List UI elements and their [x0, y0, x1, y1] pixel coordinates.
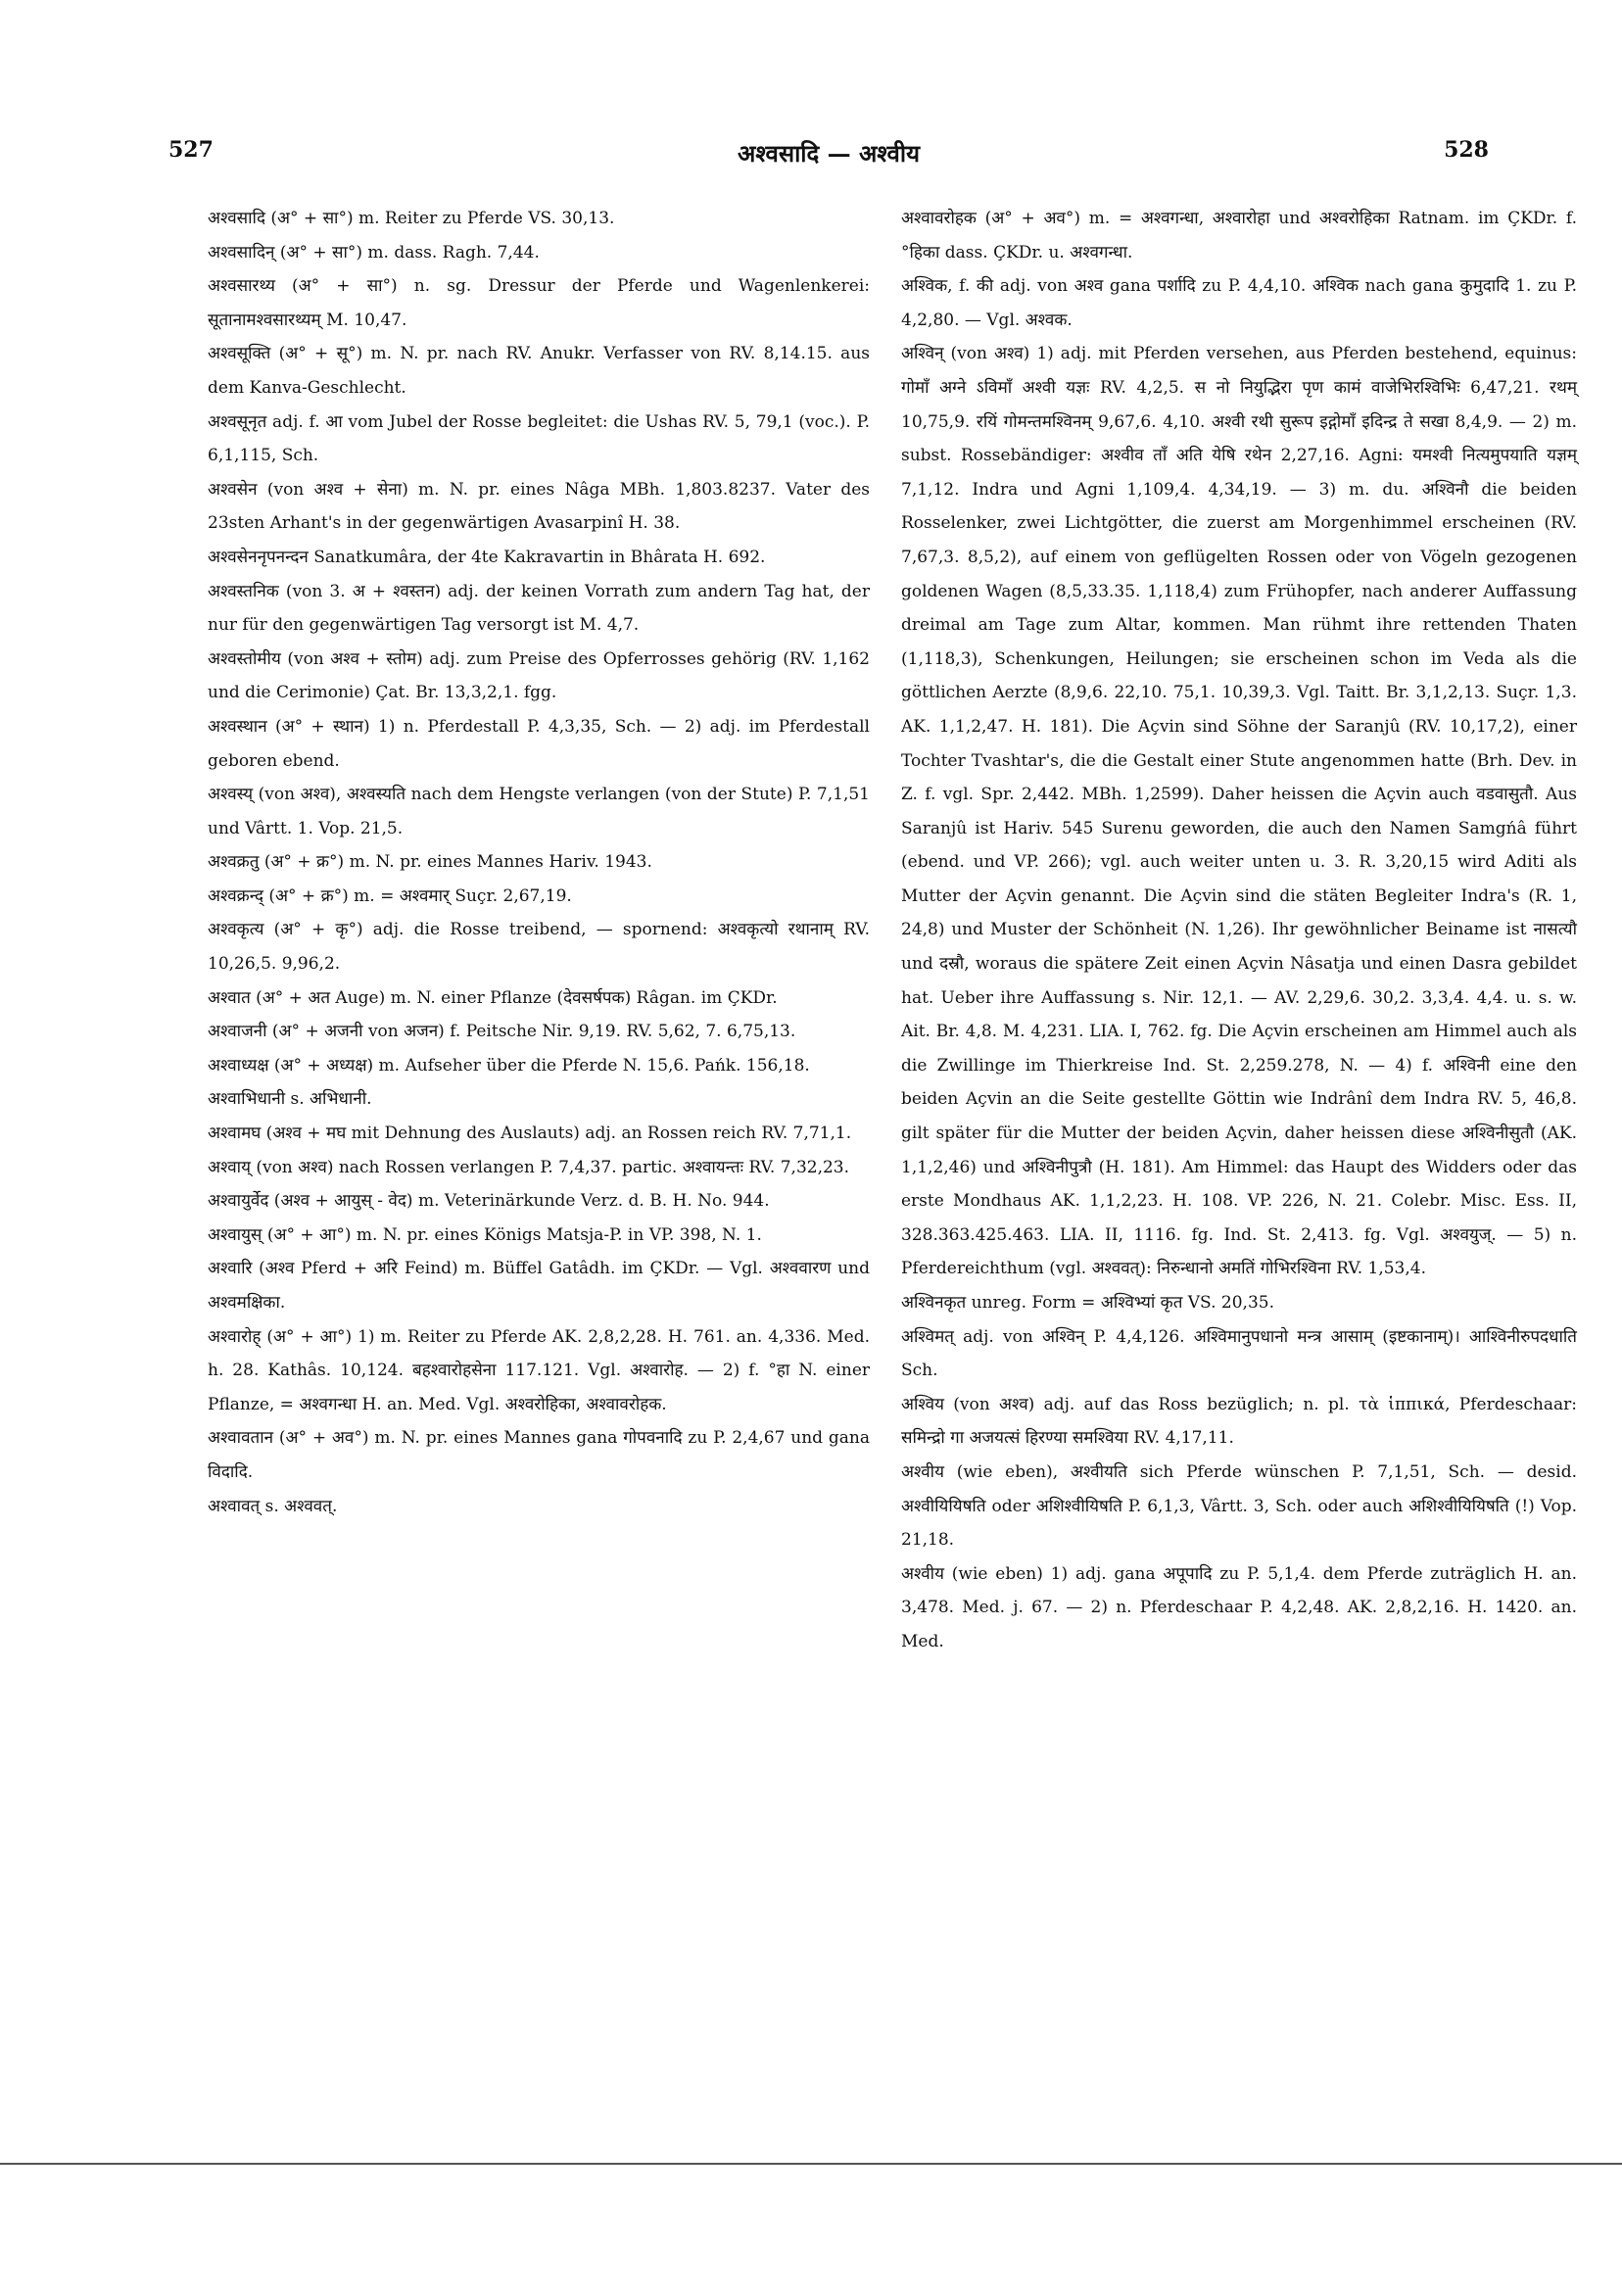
dictionary-entry: अश्वारि (अश्व Pferd + अरि Feind) m. Büffel Gatâdh. im ÇKDr. — Vgl. अश्ववारण und अश्वमक्षिका.	[208, 1259, 870, 1313]
dictionary-entry: अश्वावरोहक (अ° + अव°) m. = अश्वगन्धा, अश्वारोहा und अश्वरोहिका Ratnam. im ÇKDr. f. °हिका dass. ÇKDr. u. अश्वगन्धा.	[901, 209, 1577, 263]
dictionary-entry: अश्वीय (wie eben), अश्वीयति sich Pferde wünschen P. 7,1,51, Sch. — desid. अश्वीयियिषति oder अशिश्वीयिषति P. 6,1,3, Vârtt. 3, Sch. oder auch अशिश्वीयियिषति (!) Vop. 21,18.	[901, 1461, 1577, 1551]
dictionary-entry: अश्वामघ (अश्व + मघ mit Dehnung des Auslauts) adj. an Rossen reich RV. 7,71,1.	[208, 1124, 852, 1144]
dictionary-entry: अश्वाय् (von अश्व) nach Rossen verlangen P. 7,4,37. partic. अश्वायन्तः RV. 7,32,23.	[208, 1157, 850, 1177]
dictionary-entry: अश्वावत् s. अश्ववत्.	[208, 1496, 338, 1516]
dictionary-entry: अश्वसूक्ति (अ° + सू°) m. N. pr. nach RV. Anukr. Verfasser von RV. 8,14.15. aus dem Kanva-Geschlecht.	[208, 344, 870, 398]
right-column	[901, 202, 1577, 1659]
dictionary-entry: अश्विक, f. की adj. von अश्व gana पर्शादि zu P. 4,4,10. अश्विक nach gana कुमुदादि 1. zu P. 4,2,80. — Vgl. अश्वक.	[901, 276, 1577, 330]
dictionary-entry: अश्वसेननृपनन्दन Sanatkumâra, der 4te Kakravartin in Bhârata H. 692.	[208, 547, 766, 567]
dictionary-entry: अश्वसादि (अ° + सा°) m. Reiter zu Pferde VS. 30,13.	[208, 209, 615, 228]
dictionary-entry: अश्वसेन (von अश्व + सेना) m. N. pr. eines Nâga MBh. 1,803.8237. Vater des 23sten Arhant's in der gegenwärtigen Avasarpinî H. 38.	[208, 479, 870, 534]
dictionary-entry: अश्वायुर्वेद (अश्व + आयुस् - वेद) m. Veterinärkunde Verz. d. B. H. No. 944.	[208, 1191, 770, 1212]
page-number-left: 527	[168, 137, 214, 163]
dictionary-entry: अश्वाध्यक्ष (अ° + अध्यक्ष) m. Aufseher über die Pferde N. 15,6. Pańk. 156,18.	[208, 1055, 810, 1076]
page-header	[168, 137, 1489, 176]
dictionary-entry: अश्विमत् adj. von अश्विन् P. 4,4,126. अश्विमानुपधानो मन्त्र आसाम् (इष्टकानाम्)। आश्विनीरुपदधाति Sch.	[901, 1326, 1577, 1381]
dictionary-entry: अश्वकृत्य (अ° + कृ°) adj. die Rosse treibend, — spornend: अश्वकृत्यो रथानाम् RV. 10,26,5. 9,96,2.	[208, 920, 870, 975]
running-title: अश्वसादि — अश्वीय	[737, 139, 920, 167]
dictionary-entry: अश्वसूनृत adj. f. आ vom Jubel der Rosse begleitet: die Ushas RV. 5, 79,1 (voc.). P. 6,1,115, Sch.	[208, 411, 870, 466]
dictionary-entry: अश्वीय (wie eben) 1) adj. gana अपूपादि zu P. 5,1,4. dem Pferde zuträglich H. an. 3,478. Med. j. 67. — 2) n. Pferdeschaar P. 4,2,48. AK. 2,8,2,16. H. 1420. an. Med.	[901, 1563, 1577, 1651]
dictionary-entry: अश्वक्रन्द् (अ° + क्र°) m. = अश्वमार् Suçr. 2,67,19.	[208, 885, 572, 906]
dictionary-entry: अश्वस्य् (von अश्व), अश्वस्यति nach dem Hengste verlangen (von der Stute) P. 7,1,51 und Vârtt. 1. Vop. 21,5.	[208, 785, 870, 838]
dictionary-entry: अश्वस्तनिक (von 3. अ + श्वस्तन) adj. der keinen Vorrath zum andern Tag hat, der nur für den gegenwärtigen Tag versorgt ist M. 4,7.	[208, 581, 870, 636]
dictionary-entry: अश्वाभिधानी s. अभिधानी.	[208, 1089, 372, 1110]
dictionary-entry: अश्विन् (von अश्व) 1) adj. mit Pferden versehen, aus Pferden bestehend, equinus: गोमाँ अग्ने ऽविमाँ अश्वी यज्ञः RV. 4,2,5. स नो नियुद्भिरा पृण कामं वाजेभिरश्विभिः 6,47,21. रथम् 10,75,9. रयिं गोमन्तमश्विनम् 9,67,6. 4,10. अश्वी रथी सुरूप इद्गोमाँ इदिन्द्र ते सखा 8,4,9. — 2) m. subst. Rossebändiger: अश्वीव ताँ अति येषि रथेन 2,27,16. Agni: यमश्वी नित्यमुपयाति यज्ञम् 7,1,12. Indra und Agni 1,109,4. 4,34,19. — 3) m. du. अश्विनौ die beiden Rosselenker, zwei Lichtgötter, die zuerst am Morgenhimmel erscheinen (RV. 7,67,3. 8,5,2), auf einem von geflügelten Rossen oder von Vögeln gezogenen goldenen Wagen (8,5,33.35. 1,118,4) zum Frühopfer, nach anderer Auffassung dreimal am Tage zum Altar, kommen. Man rühmt ihre rettenden Thaten (1,118,3), Schenkungen, Heilungen; sie erscheinen schon im Veda als die göttlichen Aerzte (8,9,6. 22,10. 75,1. 10,39,3. Vgl. Taitt. Br. 3,1,2,13. Suçr. 1,3. AK. 1,1,2,47. H. 181). Die Açvin sind Söhne der Saranjû (RV. 10,17,2), einer Tochter Tvashtar's, die die Gestalt einer Stute angenommen hatte (Brh. Dev. in Z. f. vgl. Spr. 2,442. MBh. 1,2599). Daher heissen die Açvin auch वडवासुतौ. Aus Saranjû ist Hariv. 545 Surenu geworden, die auch den Namen Samgńâ führt (ebend. und VP. 266); vgl. auch weiter unten u. 3. R. 3,20,15 wird Aditi als Mutter der Açvin genannt. Die Açvin sind die stäten Begleiter Indra's (R. 1, 24,8) und Muster der Schönheit (N. 1,26). Ihr gewöhnlicher Beiname ist नासत्यौ und दस्रौ, woraus die spätere Zeit einen Açvin Nâsatja und einen Dasra gebildet hat. Ueber ihre Auffassung s. Nir. 12,1. — AV. 2,29,6. 30,2. 3,3,4. 4,4. u. s. w. Ait. Br. 4,8. M. 4,231. LIA. I, 762. fg. Die Açvin erscheinen am Himmel auch als die Zwillinge im Thierkreise Ind. St. 2,259.278, N. — 4) f. अश्विनी eine den beiden Açvin an die Seite gestellte Göttin wie Indrânî dem Indra RV. 5, 46,8. gilt später für die Mutter der beiden Açvin, daher heissen diese अश्विनीसुतौ (AK. 1,1,2,46) und अश्विनीपुत्रौ (H. 181). Am Himmel: das Haupt des Widders oder das erste Mondhaus AK. 1,1,2,23. H. 108. VP. 226, N. 21. Colebr. Misc. Ess. II, 328.363.425.463. LIA. II, 1116. fg. Ind. St. 2,413. fg. Vgl. अश्वयुज्. — 5) n. Pferdereichthum (vgl. अश्ववत्): निरुन्धानो अमतिं गोभिरश्विना RV. 1,53,4.	[901, 344, 1577, 1279]
dictionary-entry: अश्वाजनी (अ° + अजनी von अजन) f. Peitsche Nir. 9,19. RV. 5,62, 7. 6,75,13.	[208, 1022, 796, 1042]
dictionary-entry: अश्वारोह् (अ° + आ°) 1) m. Reiter zu Pferde AK. 2,8,2,28. H. 761. an. 4,336. Med. h. 28. Kathâs. 10,124. बहश्वारोहसेना 117.121. Vgl. अश्वारोह. — 2) f. °हा N. einer Pflanze, = अश्वगन्धा H. an. Med. Vgl. अश्वरोहिका, अश्वावरोहक.	[208, 1326, 870, 1414]
dictionary-entry: अश्वसारथ्य (अ° + सा°) n. sg. Dressur der Pferde und Wagenlenkerei: सूतानामश्वसारथ्यम् M. 10,47.	[208, 276, 870, 330]
bottom-rule	[0, 2163, 1622, 2165]
dictionary-entry: अश्वावतान (अ° + अव°) m. N. pr. eines Mannes gana गोपवनादि zu P. 2,4,67 und gana विदादि.	[208, 1428, 870, 1482]
dictionary-entry: अश्वस्थान (अ° + स्थान) 1) n. Pferdestall P. 4,3,35, Sch. — 2) adj. im Pferdestall geboren ebend.	[208, 716, 870, 771]
dictionary-entry: अश्वक्रतु (अ° + क्र°) m. N. pr. eines Mannes Hariv. 1943.	[208, 852, 652, 873]
page-number-right: 528	[1444, 137, 1489, 163]
dictionary-entry: अश्विय (von अश्व) adj. auf das Ross bezüglich; n. pl. τὰ ἱππικά, Pferdeschaar: समिन्द्रो गा अजयत्सं हिरण्या समश्विया RV. 4,17,11.	[901, 1394, 1577, 1449]
dictionary-entry: अश्वस्तोमीय (von अश्व + स्तोम) adj. zum Preise des Opferrosses gehörig (RV. 1,162 und die Cerimonie) Çat. Br. 13,3,2,1. fgg.	[208, 648, 870, 703]
dictionary-entry: अश्विनकृत unreg. Form = अश्विभ्यां कृत VS. 20,35.	[901, 1293, 1274, 1313]
dictionary-entry: अश्वात (अ° + अत Auge) m. N. einer Pflanze (देवसर्षपक) Râgan. im ÇKDr.	[208, 987, 778, 1008]
left-column	[208, 202, 870, 1523]
dictionary-entry: अश्वायुस् (अ° + आ°) m. N. pr. eines Königs Matsja-P. in VP. 398, N. 1.	[208, 1224, 762, 1245]
dictionary-entry: अश्वसादिन् (अ° + सा°) m. dass. Ragh. 7,44.	[208, 242, 540, 263]
